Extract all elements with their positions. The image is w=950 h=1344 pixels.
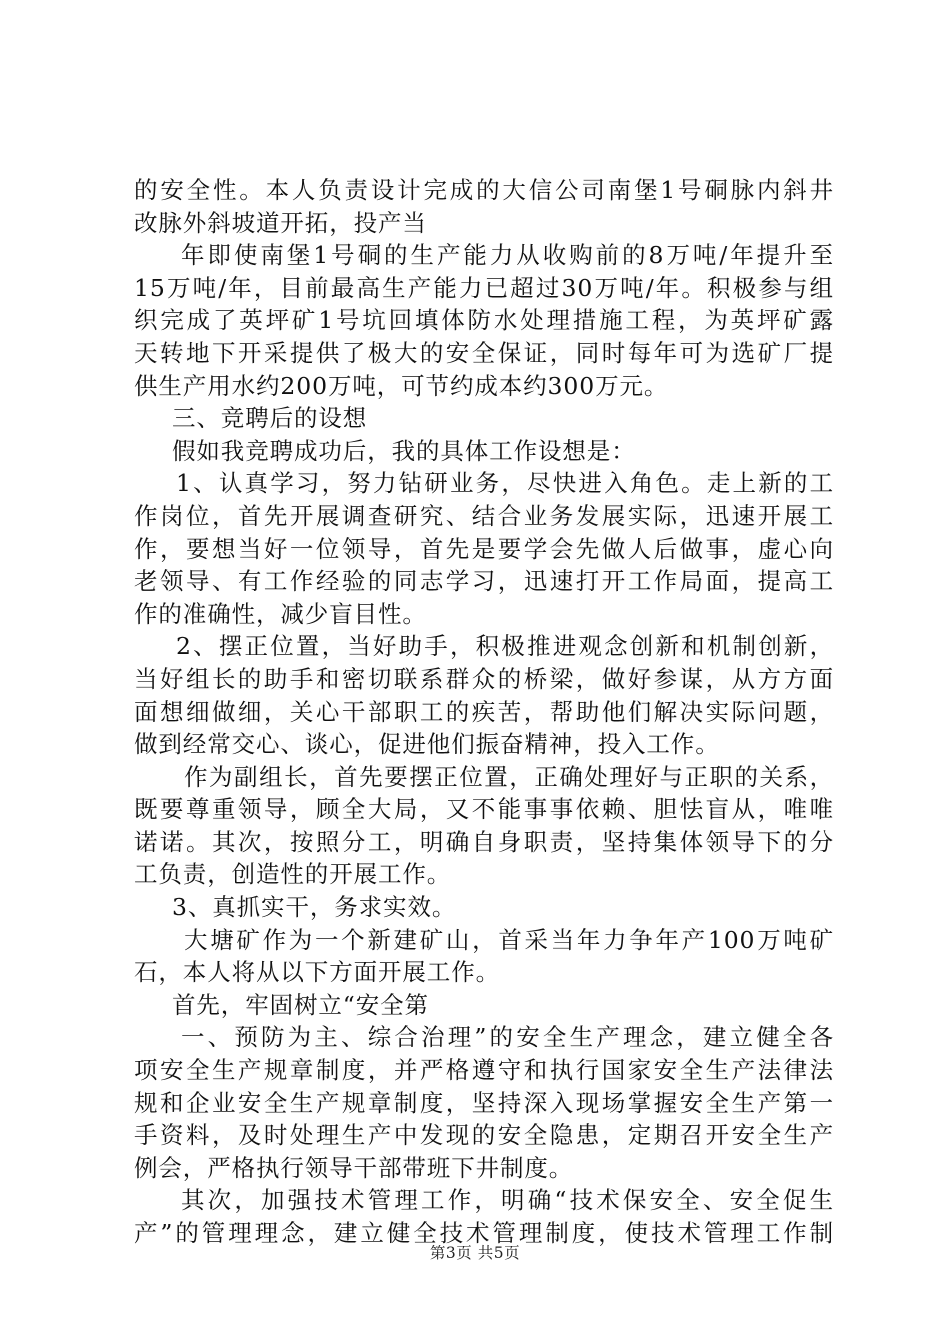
document-body	[134, 174, 834, 1250]
text-line: 1、认真学习，努力钻研业务，尽快进入角色。走上新的工	[176, 469, 834, 498]
text-line: 老领导、有工作经验的同志学习，迅速打开工作局面，提高工	[134, 567, 834, 596]
text-line: 作为副组长，首先要摆正位置，正确处理好与正职的关系，	[184, 762, 834, 791]
text-line: 一、预防为主、综合治理”的安全生产理念，建立健全各	[181, 1023, 834, 1052]
text-line: 做到经常交心、谈心，促进他们振奋精神，投入工作。	[134, 730, 720, 759]
text-line: 例会，严格执行领导干部带班下井制度。	[134, 1153, 574, 1182]
text-line: 作岗位，首先开展调查研究、结合业务发展实际，迅速开展工	[134, 501, 834, 530]
text-line: 规和企业安全生产规章制度，坚持深入现场掌握安全生产第一	[134, 1088, 834, 1117]
text-line: 天转地下开采提供了极大的安全保证，同时每年可为选矿厂提	[134, 338, 834, 367]
text-line: 织完成了英坪矿1号坑回填体防水处理措施工程，为英坪矿露	[134, 306, 834, 335]
text-line: 其次，加强技术管理工作，明确“技术保安全、安全促生	[181, 1186, 834, 1215]
text-line: 石，本人将从以下方面开展工作。	[134, 958, 500, 987]
text-line: 改脉外斜坡道开拓，投产当	[134, 208, 427, 237]
text-line: 3、真抓实干，务求实效。	[172, 893, 457, 922]
text-line: 面想细做细，关心干部职工的疾苦，帮助他们解决实际问题，	[134, 697, 834, 726]
text-line: 年即使南堡1号硐的生产能力从收购前的8万吨/年提升至	[181, 241, 834, 270]
text-line: 的安全性。本人负责设计完成的大信公司南堡1号硐脉内斜井	[134, 176, 834, 204]
text-line: 工负责，创造性的开展工作。	[134, 860, 452, 889]
text-line: 作的准确性，减少盲目性。	[134, 599, 427, 628]
text-line: 诺诺。其次，按照分工，明确自身职责，坚持集体领导下的分	[134, 827, 834, 856]
text-line: 15万吨/年，目前最高生产能力已超过30万吨/年。积极参与组	[134, 273, 834, 302]
text-line: 产”的管理理念，建立健全技术管理制度，使技术管理工作制	[134, 1219, 834, 1247]
text-line: 当好组长的助手和密切联系群众的桥梁，做好参谋，从方方面	[134, 664, 834, 693]
page-number-footer: 第3页 共5页	[429, 1244, 521, 1262]
text-line: 2、摆正位置，当好助手，积极推进观念创新和机制创新，	[176, 632, 834, 661]
text-line: 大塘矿作为一个新建矿山，首采当年力争年产100万吨矿	[184, 925, 834, 954]
text-line: 作，要想当好一位领导，首先是要学会先做人后做事，虚心向	[134, 534, 834, 563]
text-line: 手资料，及时处理生产中发现的安全隐患，定期召开安全生产	[134, 1121, 834, 1150]
text-line: 项安全生产规章制度，并严格遵守和执行国家安全生产法律法	[134, 1056, 834, 1085]
text-line: 供生产用水约200万吨，可节约成本约300万元。	[134, 371, 669, 400]
section-heading: 三、竞聘后的设想	[172, 404, 368, 433]
text-line: 既要尊重领导，顾全大局，又不能事事依赖、胆怯盲从，唯唯	[134, 795, 834, 824]
text-line: 假如我竞聘成功后，我的具体工作设想是：	[172, 436, 636, 465]
text-line: 首先，牢固树立“安全第	[172, 990, 429, 1019]
